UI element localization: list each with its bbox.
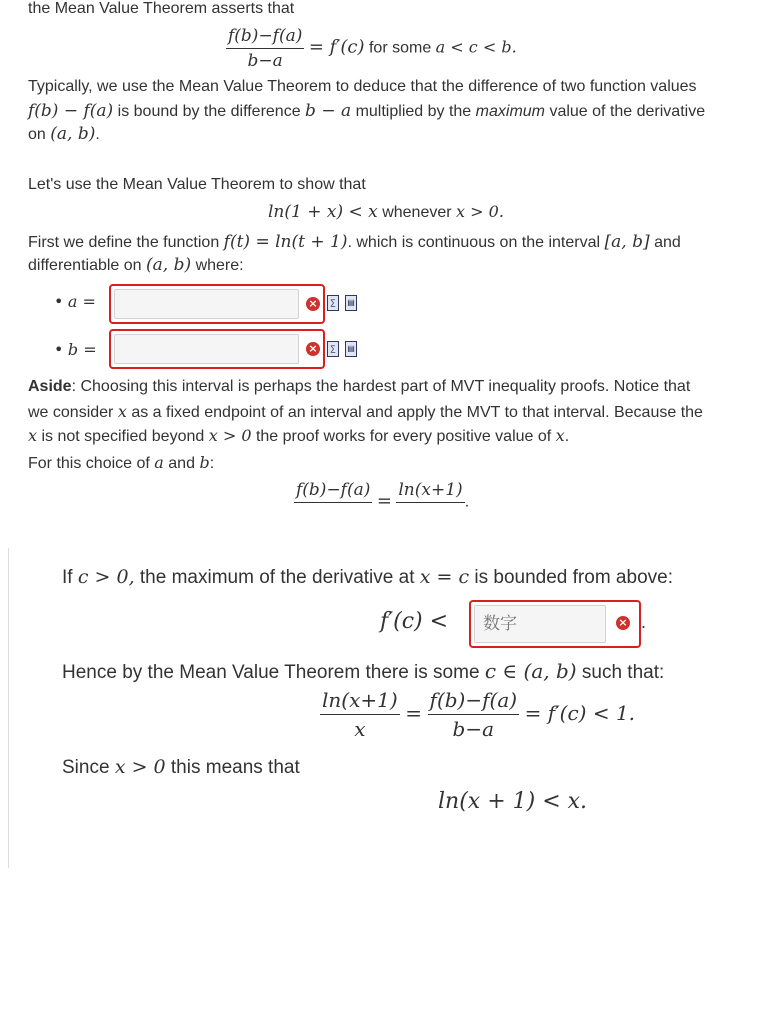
definition-line1: First we define the function f(t) = ln(t + 1). which is continuous on the interval [a, b] and <box>28 232 681 252</box>
mvt-numerator: f(b)−f(a) <box>228 26 303 46</box>
error-icon: × <box>616 616 630 630</box>
preview-icon[interactable]: ▤ <box>345 295 357 311</box>
since-line: Since x > 0 this means that <box>62 756 300 778</box>
choice-equation: f(b)−f(a) = ln(x+1) . <box>294 480 469 510</box>
hence-line: Hence by the Mean Value Theorem there is some c ∈ (a, b) such that: <box>62 659 665 683</box>
definition-line2: differentiable on (a, b) where: <box>28 255 244 275</box>
a-answer-box <box>109 284 325 324</box>
a-input[interactable] <box>114 289 299 319</box>
aside-line3: x is not specified beyond x > 0 the proof works for every positive value of x. <box>28 426 570 445</box>
intro-paragraph-line3: on (a, b). <box>28 124 100 144</box>
mvt-suffix: for some <box>368 39 432 57</box>
problem-intro: Let's use the Mean Value Theorem to show that <box>28 176 366 193</box>
mvt-equation <box>226 26 517 71</box>
panel-divider <box>8 548 9 868</box>
mvt-rhs: = f′(c) <box>308 36 365 58</box>
bullet-b: • b = <box>54 340 97 359</box>
final-result: ln(x + 1) < x. <box>438 789 588 814</box>
bound-answer-box <box>469 600 641 648</box>
error-icon: × <box>306 342 320 356</box>
bound-lhs: f′(c) < <box>380 609 449 634</box>
claim: ln(1 + x) < x whenever x > 0. <box>268 202 504 222</box>
error-icon: × <box>306 297 320 311</box>
aside-line1: Aside: Choosing this interval is perhaps the hardest part of MVT inequality proofs. Notice that <box>28 378 691 395</box>
mvt-chain: $\frac{\ln(x+1)}{x}$ = $\frac{f(b)-f(a)}{b-a}$ = f′(c) < 1. <box>322 688 636 741</box>
aside-label: Aside <box>28 378 72 395</box>
b-answer-box <box>109 329 325 369</box>
intro-paragraph-line1: Typically, we use the Mean Value Theorem to deduce that the difference of two function values <box>28 78 697 95</box>
if-line: If c > 0, the maximum of the derivative at x = c is bounded from above: <box>62 566 673 588</box>
mvt-denominator: b−a <box>226 48 304 71</box>
formula-editor-icon[interactable]: ∑ <box>327 341 339 357</box>
intro-paragraph-line2: f(b) − f(a) is bound by the difference b − a multiplied by the maximum value of the derivative <box>28 101 706 121</box>
bound-input[interactable] <box>474 605 606 643</box>
formula-editor-icon[interactable]: ∑ <box>327 295 339 311</box>
choice-line: For this choice of a and b: <box>28 453 215 472</box>
bullet-a: • a = <box>54 292 96 311</box>
preview-icon[interactable]: ▤ <box>345 341 357 357</box>
aside-line2: we consider x as a fixed endpoint of an interval and apply the MVT to that interval. Because the <box>28 402 703 421</box>
mvt-condition: a < c < b. <box>435 37 517 57</box>
b-input[interactable] <box>114 334 299 364</box>
intro-line: the Mean Value Theorem asserts that <box>28 0 295 17</box>
